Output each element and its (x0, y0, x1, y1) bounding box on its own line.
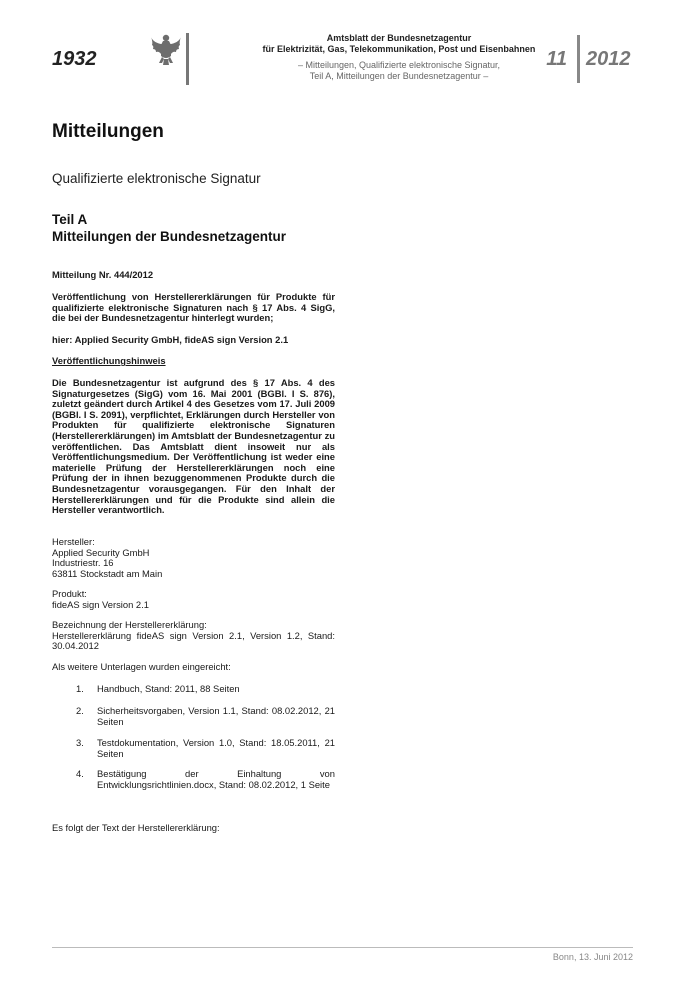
issue-divider (577, 35, 580, 83)
federal-eagle-icon (150, 33, 182, 67)
declaration-block (52, 620, 335, 652)
documents-intro: Als weitere Unterlagen wurden eingereicht: (52, 661, 231, 672)
product-label: Produkt: (52, 588, 87, 599)
list-item-text: Handbuch, Stand: 2011, 88 Seiten (97, 683, 240, 694)
notice-number: Mitteilung Nr. 444/2012 (52, 269, 154, 280)
manufacturer-label: Hersteller: (52, 536, 95, 547)
list-item-text: Sicherheitsvorgaben, Version 1.1, Stand: 08.02.2012, 21 Seiten (97, 705, 335, 727)
issue-year: 2012 (586, 48, 631, 70)
gazette-title (200, 33, 598, 55)
part-heading (52, 211, 286, 245)
manufacturer-street: Industriestr. 16 (52, 557, 114, 569)
gazette-title-line2: für Elektrizität, Gas, Telekommunikation, Post und Eisenbahnen (262, 44, 536, 54)
gazette-subtitle (200, 60, 598, 82)
declaration-text: Herstellererklärung fideAS sign Version 2.1, Version 1.2, Stand: 30.04.2012 (52, 629, 335, 652)
notice-hier: hier: Applied Security GmbH, fideAS sign Version 2.1 (52, 334, 289, 345)
section-title: Mitteilungen (52, 121, 164, 142)
list-item-text: Bestätigung der Einhaltung von Entwicklungsrichtlinien.docx, Stand: 08.02.2012, 1 Seite (97, 768, 335, 790)
notice-subject: Veröffentlichung von Herstellererklärungen für Produkte für qualifizierte elektronische Signaturen nach § 17 Abs. 4 SigG, die bei der Bundesnetzagentur hinterlegt wurden; (52, 291, 335, 324)
manufacturer-name: Applied Security GmbH (52, 546, 150, 558)
product-name: fideAS sign Version 2.1 (52, 598, 149, 610)
list-item-number: 2. (76, 705, 84, 716)
product-block (52, 589, 335, 610)
part-heading-line1: Teil A (52, 212, 88, 227)
footer-divider (52, 947, 633, 948)
list-item-text: Testdokumentation, Version 1.0, Stand: 18.05.2011, 21 Seiten (97, 737, 335, 759)
publication-note-heading: Veröffentlichungshinweis (52, 355, 166, 366)
list-item-number: 4. (76, 768, 84, 779)
closing-text: Es folgt der Text der Herstellererklärung: (52, 822, 220, 833)
part-heading-line2: Mitteilungen der Bundesnetzagentur (52, 229, 287, 244)
publication-note-text: Die Bundesnetzagentur ist aufgrund des § 17 Abs. 4 des Signaturgesetzes (SigG) vom 16. Mai 2001 (BGBl. I S. 876), zuletzt geändert durch Artikel 4 des Gesetzes vom 17. Juli 2009 (BGBl. I S. 2091), verpflichtet, Erklärungen durch Hersteller von Produkten für qualifizierte elektronische Signaturen (Herstellererklärungen) im Amtsblatt der Bundesnetzagentur zu veröffentlichen. Das Amtsblatt dient insoweit nur als Veröffentlichungsmedium. Der Veröffentlichung ist weder eine materielle Prüfung der Herstellererklärungen noch eine Prüfung der in ihnen bezuggenommenen Produkte durch die Bundesnetzagentur vorausgegangen. Für den Inhalt der Herstellererklärungen und für die Produkte sind allein die Hersteller verantwortlich. (52, 377, 335, 516)
issue-number: 11 (546, 48, 567, 70)
manufacturer-block (52, 537, 335, 579)
list-item-number: 1. (76, 683, 84, 694)
section-subtitle: Qualifizierte elektronische Signatur (52, 171, 261, 186)
manufacturer-city: 63811 Stockstadt am Main (52, 567, 163, 579)
page-number: 1932 (52, 48, 97, 70)
gazette-subtitle-line2: Teil A, Mitteilungen der Bundesnetzagentur – (309, 71, 489, 81)
gazette-subtitle-line1: – Mitteilungen, Qualifizierte elektronische Signatur, (297, 60, 501, 70)
declaration-label: Bezeichnung der Herstellererklärung: (52, 619, 207, 630)
gazette-title-line1: Amtsblatt der Bundesnetzagentur (326, 33, 472, 43)
footer-place-date: Bonn, 13. Juni 2012 (552, 952, 633, 962)
header-divider (186, 33, 189, 85)
list-item-number: 3. (76, 737, 84, 748)
